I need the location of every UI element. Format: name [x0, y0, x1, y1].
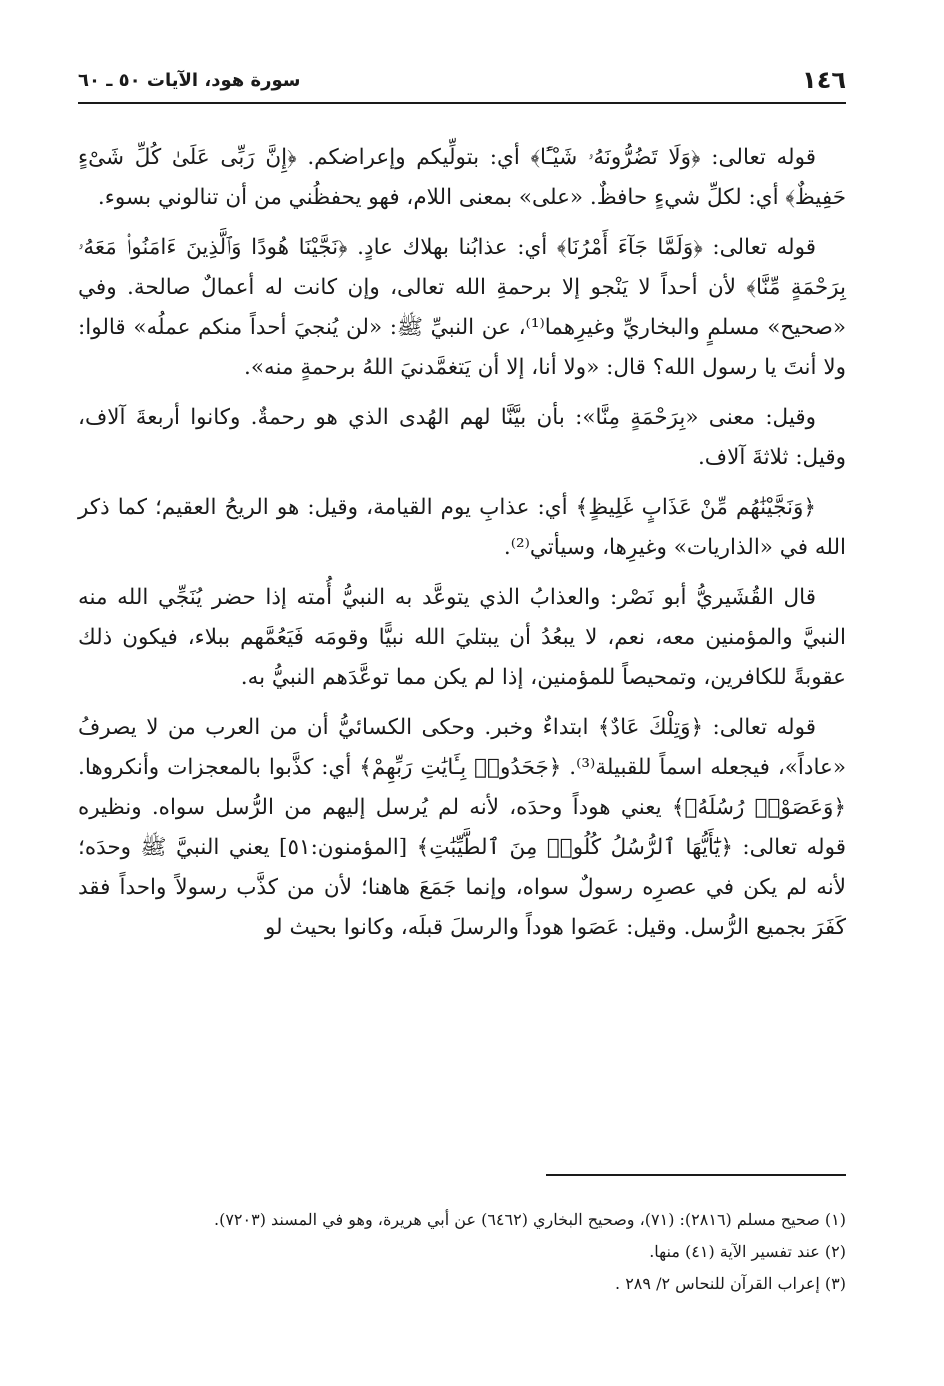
- paragraph: قوله تعالى: ﴿وَلَا تَضُرُّونَهُۥ شَيْـًٔا﴾ أي: بتولِّيكم وإعراضكم. ﴿إِنَّ رَبِّى عَلَىٰ كُلِّ شَىْءٍ حَفِيظٌ﴾ أي: لكلِّ شيءٍ حافظٌ. «على» بمعنى اللام، فهو يحفظُني من أن تنالوني بسوء.: [78, 145, 846, 210]
- paragraph: قال القُشَيريُّ أبو نَصْر: والعذابُ الذي يتوعَّد به النبيُّ أُمته إذا حضر يُنَجِّي الله منه النبيَّ والمؤمنين معه، نعم، لا يبعُدُ أن يبتليَ الله نبيًّا وقومَه فَيَعُمَّهم ببلاء، فيكون ذلك عقوبةً للكافرين، وتمحيصاً للمؤمنين، إذا لم يكن مما توعَّدَهم النبيُّ به.: [78, 585, 846, 690]
- footnote: (١) صحيح مسلم (٢٨١٦): (٧١)، وصحيح البخاري (٦٤٦٢) عن أبي هريرة، وهو في المسند (٧٢٠٣).: [214, 1210, 846, 1229]
- body-text: [78, 138, 846, 958]
- footnote: (٢) عند تفسير الآية (٤١) منها.: [649, 1242, 846, 1261]
- footnote: (٣) إعراب القرآن للنحاس ٢/ ٢٨٩ .: [615, 1274, 846, 1293]
- paragraph: وقيل: معنى «بِرَحْمَةٍ مِنَّا»: بأن بيَّنَّا لهم الهُدى الذي هو رحمةٌ. وكانوا أربعةَ آلاف، وقيل: ثلاثةَ آلاف.: [78, 405, 846, 470]
- page-header: [78, 62, 846, 104]
- footnotes: [78, 1204, 846, 1300]
- page-number: ١٤٦: [802, 66, 846, 94]
- running-title: سورة هود، الآيات ٥٠ ـ ٦٠: [78, 70, 301, 91]
- paragraph: قوله تعالى: ﴿وَتِلْكَ عَادٌ﴾ ابتداءٌ وخبر. وحكى الكسائيُّ أن من العرب من لا يصرفُ «عاداً»، فيجعله اسماً للقبيلة⁽³⁾. ﴿جَحَدُوا۟ بِـَٔايَٰتِ رَبِّهِمْ﴾ أي: كذَّبوا بالمعجزات وأنكروها. ﴿وَعَصَوْا۟ رُسُلَهُۥ﴾ يعني هوداً وحدَه، لأنه لم يُرسل إليهم من الرُّسل سواه. ونظيره قوله تعالى: ﴿يَٰٓأَيُّهَا ٱلرُّسُلُ كُلُوا۟ مِنَ ٱلطَّيِّبَٰتِ﴾ [المؤمنون:٥١] يعني النبيَّ ﷺ وحدَه؛ لأنه لم يكن في عصرِه رسولٌ سواه، وإنما جَمَعَ هاهنا؛ لأن من كذَّب رسولاً واحداً فقد كَفَرَ بجميع الرُّسل. وقيل: عَصَوا هوداً والرسلَ قبلَه، وكانوا بحيث لو: [78, 715, 846, 940]
- paragraph: قوله تعالى: ﴿وَلَمَّا جَآءَ أَمْرُنَا﴾ أي: عذابُنا بهلاك عادٍ. ﴿نَجَّيْنَا هُودًا وَٱلَّذِينَ ءَامَنُوا۟ مَعَهُۥ بِرَحْمَةٍ مِّنَّا﴾ لأن أحداً لا يَنْجو إلا برحمةِ الله تعالى، وإن كانت له أعمالٌ صالحة. وفي «صحيح» مسلمٍ والبخاريِّ وغيرِهما⁽¹⁾، عن النبيِّ ﷺ: «لن يُنجيَ أحداً منكم عملُه» قالوا: ولا أنتَ يا رسول الله؟ قال: «ولا أنا، إلا أن يَتغمَّدنيَ اللهُ برحمةٍ منه».: [78, 235, 847, 380]
- book-page: [78, 62, 846, 1362]
- footnote-separator: [546, 1174, 846, 1176]
- paragraph: ﴿وَنَجَّيْنَٰهُم مِّنْ عَذَابٍ غَلِيظٍ﴾ أي: عذابِ يوم القيامة، وقيل: هو الريحُ العقيم؛ كما ذكر الله في «الذاريات» وغيرِها، وسيأتي⁽²⁾.: [78, 495, 846, 560]
